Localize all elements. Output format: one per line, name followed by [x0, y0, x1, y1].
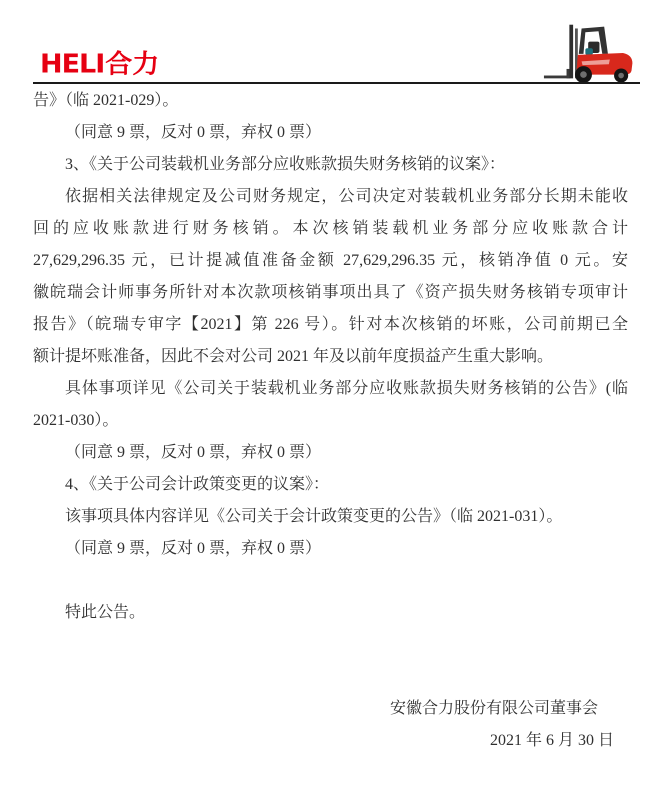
document-body [33, 85, 628, 757]
text-line: （同意 9 票，反对 0 票，弃权 0 票） [65, 540, 322, 557]
forklift-icon [543, 20, 639, 84]
text-line: 报告》（皖瑞专审字【2021】第 226 号）。针对本次核销的坏账，公司前期已全 [33, 316, 628, 333]
text-line: 2021-030）。 [33, 412, 119, 429]
heli-logo [40, 51, 159, 80]
text-line: 3、《关于公司装载机业务部分应收账款损失财务核销的议案》： [65, 156, 506, 173]
text-line: 徽皖瑞会计师事务所针对本次款项核销事项出具了《资产损失财务核销专项审计 [33, 284, 628, 301]
text-line: 该事项具体内容详见《公司关于会计政策变更的公告》（临 2021-031）。 [65, 508, 563, 525]
text-line: 回的应收账款进行财务核销。本次核销装载机业务部分应收账款合计 [33, 220, 628, 237]
text-line [33, 661, 628, 693]
text-line: （同意 9 票，反对 0 票，弃权 0 票） [65, 444, 322, 461]
text-line: 告》（临 2021-029）。 [33, 92, 179, 109]
text-line: 具体事项详见《公司关于装载机业务部分应收账款损失财务核销的公告》(临 [65, 380, 628, 397]
date-line: 2021 年 6 月 30 日 [489, 732, 614, 749]
text-line: 额计提坏账准备，因此不会对公司 2021 年及以前年度损益产生重大影响。 [33, 348, 554, 365]
text-line: 4、《关于公司会计政策变更的议案》： [65, 476, 330, 493]
text-line [33, 629, 628, 661]
text-line [33, 565, 628, 597]
text-line: 特此公告。 [65, 604, 146, 621]
text-line: （同意 9 票，反对 0 票，弃权 0 票） [65, 124, 322, 141]
text-line: 依据相关法律规定及公司财务规定，公司决定对装载机业务部分长期未能收 [65, 188, 628, 205]
signature-line: 安徽合力股份有限公司董事会 [389, 700, 598, 717]
heli-logo-text-en: HELI [40, 49, 105, 80]
heli-logo-text-cn: 合力 [105, 49, 160, 80]
body-lines [33, 85, 628, 693]
header-rule [33, 82, 640, 84]
text-line: 27,629,296.35 元，已计提减值准备金额 27,629,296.35 元，核销净值 0 元。安 [33, 252, 628, 269]
